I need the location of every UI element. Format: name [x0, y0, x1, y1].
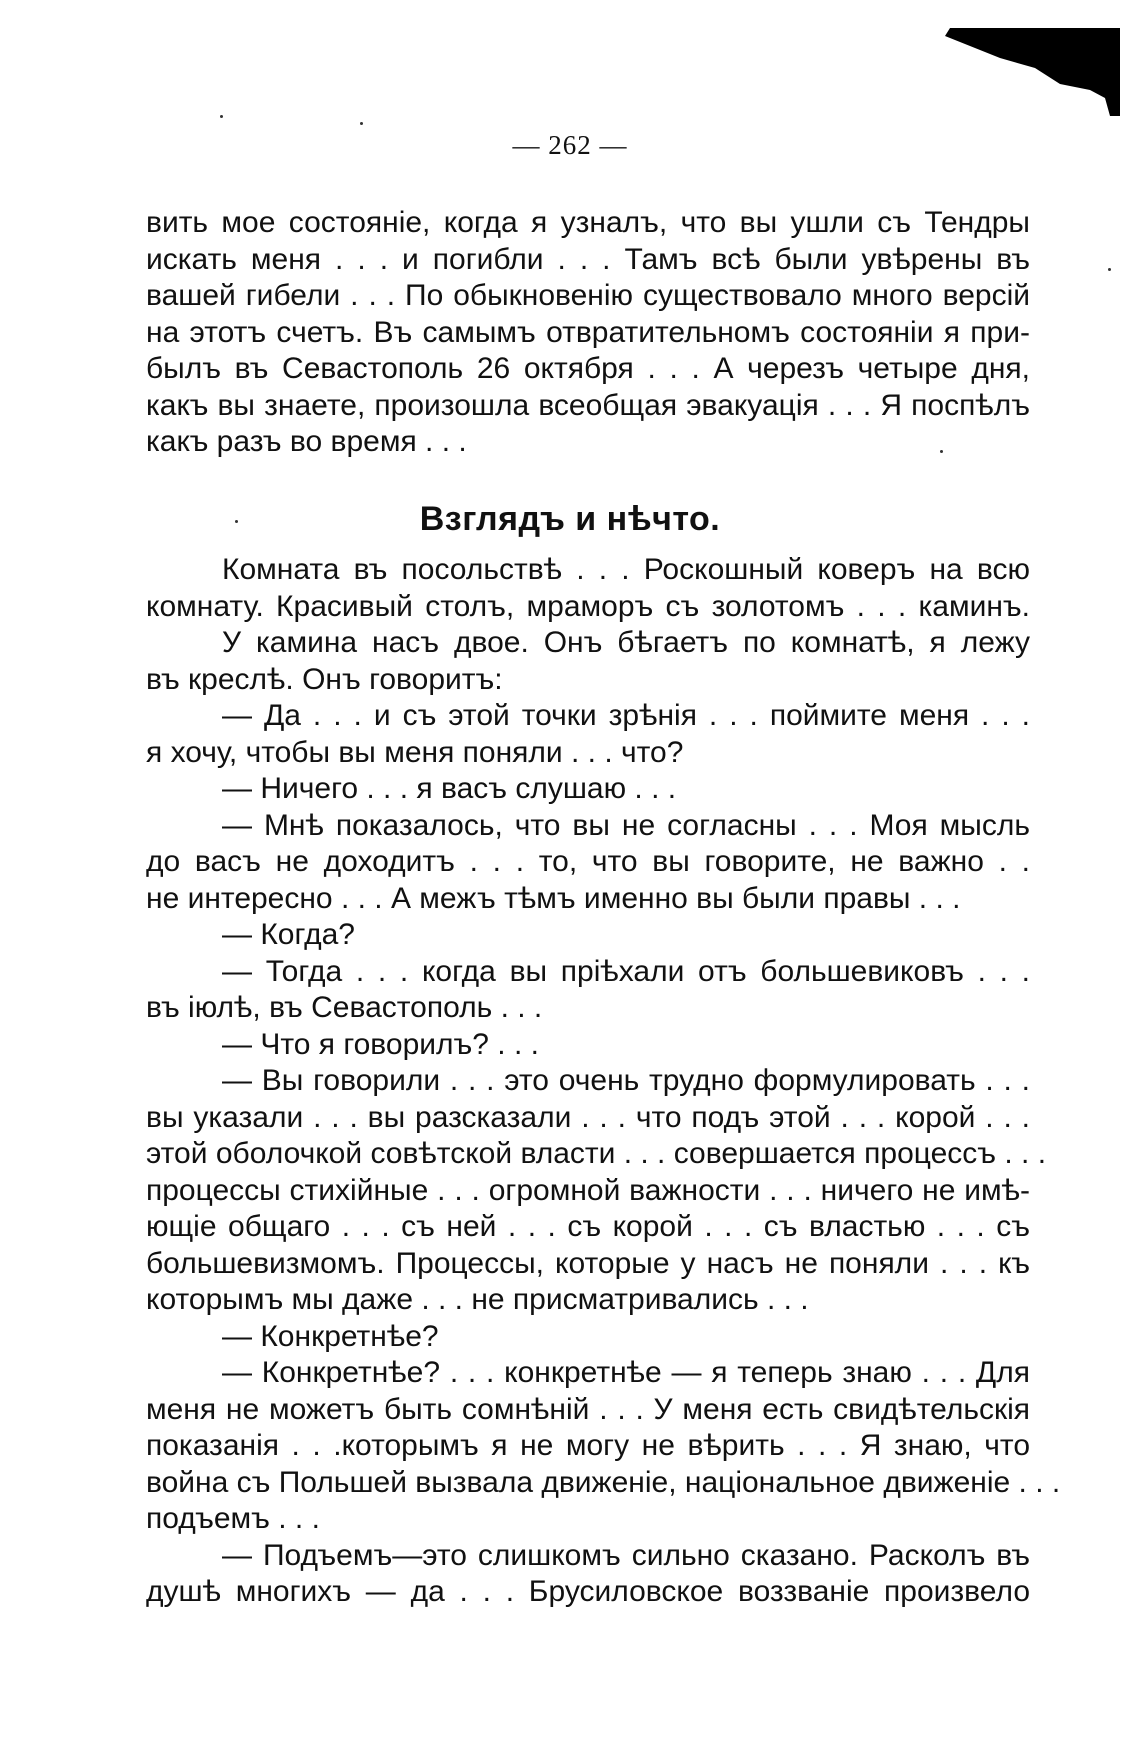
text-line: искать меня . . . и погибли . . . Тамъ всѣ были увѣрены въ — [146, 242, 1030, 276]
text-line: процессы стихiйные . . . огромной важности . . . ничего не имѣ- — [146, 1173, 1030, 1207]
text-line: которымъ мы даже . . . не присматривались . . . — [146, 1283, 809, 1316]
text-line: въ iюлѣ, въ Севастополь . . . — [146, 991, 543, 1024]
text-line: У камина насъ двое. Онъ бѣгаетъ по комнатѣ, я лежу — [222, 626, 1030, 659]
scan-speck — [220, 115, 223, 118]
text-line: былъ въ Севастополь 26 октября . . . А черезъ четыре дня, — [146, 352, 1030, 385]
text-line: до васъ не доходитъ . . . то, что вы говорите, не важно . . — [146, 845, 1030, 878]
text-line: — Тогда . . . когда вы прiѣхали отъ большевиковъ . . . — [222, 954, 1030, 988]
text-line: — Конкретнѣе? — [222, 1319, 439, 1353]
text-line: какъ разъ во время . . . — [146, 425, 467, 458]
text-line: меня не можетъ быть сомнѣнiй . . . У меня есть свидѣтельскiя — [146, 1392, 1030, 1426]
text-line: — Да . . . и съ этой точки зрѣнiя . . . поймите меня . . . — [222, 699, 1030, 732]
text-line: — Ничего . . . я васъ слушаю . . . — [222, 772, 677, 805]
section-heading: Взглядъ и нѣчто. — [419, 500, 721, 538]
text-line: ющiе общаго . . . съ ней . . . съ корой . . . съ властью . . . съ — [146, 1210, 1030, 1243]
text-line: показанiя . . .которымъ я не могу не вѣрить . . . Я знаю, что — [146, 1429, 1030, 1462]
text-line: война съ Польшей вызвала движенiе, нацiональное движенiе . . . — [146, 1465, 1061, 1499]
text-line: въ креслѣ. Онъ говоритъ: — [146, 662, 503, 696]
text-line: — Конкретнѣе? . . . конкретнѣе — я теперь знаю . . . Для — [222, 1356, 1030, 1389]
scan-speck — [1108, 268, 1111, 271]
text-line: этой оболочкой совѣтской власти . . . совершается процессъ . . . — [146, 1137, 1047, 1170]
page-number: — 262 — — [512, 130, 628, 160]
text-line: — Мнѣ показалось, что вы не согласны . . . Моя мысль — [222, 808, 1030, 842]
scan-corner-mark — [940, 28, 1120, 116]
text-line: душѣ многихъ — да . . . Брусиловское воззванiе произвело — [146, 1575, 1030, 1608]
text-line: я хочу, чтобы вы меня поняли . . . что? — [146, 735, 684, 769]
text-line: — Вы говорили . . . это очень трудно формулировать . . . — [222, 1064, 1030, 1097]
text-line: вы указали . . . вы разсказали . . . что подъ этой . . . корой . . . — [146, 1100, 1030, 1134]
scan-speck — [235, 520, 238, 523]
text-line: вашей гибели . . . По обыкновенiю существовало много версiй — [146, 279, 1030, 312]
paragraph-continued — [146, 205, 1030, 461]
text-line: не интересно . . . А межъ тѣмъ именно вы были правы . . . — [146, 881, 961, 915]
text-line: подъемъ . . . — [146, 1502, 320, 1535]
text-line: на этотъ счетъ. Въ самымъ отвратительномъ состоянiи я при- — [146, 315, 1030, 349]
text-line: комнату. Красивый столъ, мраморъ съ золотомъ . . . каминъ. — [146, 589, 1030, 623]
paragraph-dialogue — [146, 552, 1061, 1611]
text-line: какъ вы знаете, произошла всеобщая эвакуацiя . . . Я поспѣлъ — [146, 388, 1030, 422]
scan-speck — [940, 450, 943, 453]
text-line: — Что я говорилъ? . . . — [222, 1027, 539, 1061]
text-line: большевизмомъ. Процессы, которые у насъ не поняли . . . къ — [146, 1246, 1030, 1280]
text-line: Комната въ посольствѣ . . . Роскошный коверъ на всю — [222, 553, 1030, 586]
scan-speck — [360, 122, 363, 125]
text-line: — Когда? — [222, 918, 355, 951]
text-line: — Подъемъ—это слишкомъ сильно сказано. Расколъ въ — [222, 1538, 1030, 1572]
text-line: вить мое состоянiе, когда я узналъ, что вы ушли съ Тендры — [146, 206, 1030, 239]
